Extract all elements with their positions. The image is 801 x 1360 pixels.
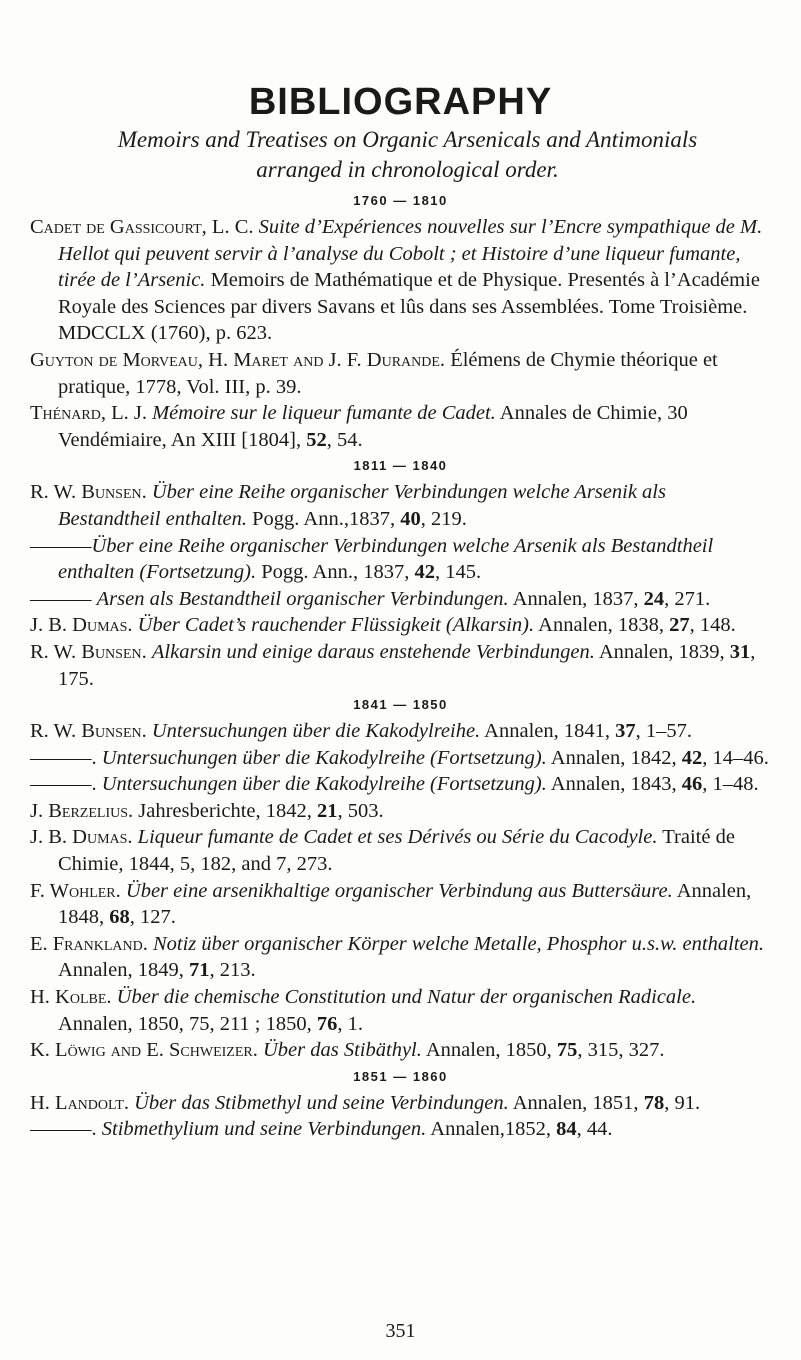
- entry-publication: Annalen, 1850,: [421, 1039, 557, 1062]
- entry-author: F. Wohler.: [30, 879, 126, 902]
- entry-author: R. W. Bunsen.: [30, 481, 152, 504]
- entry-title: Arsen als Bestandtheil organischer Verbindungen.: [96, 587, 509, 610]
- entry-publication: Annalen, 1843,: [546, 773, 682, 796]
- entry-title: Über eine arsenikhaltige organischer Verbindung aus Buttersäure.: [125, 879, 673, 902]
- entry-pages: , 315, 327.: [577, 1039, 665, 1062]
- entry-title: Mémoire sur le liqueur fumante de Cadet.: [152, 402, 496, 425]
- entry-volume: 84: [556, 1118, 577, 1141]
- period-heading: 1811 — 1840: [353, 458, 448, 474]
- entry-author: ———.: [30, 773, 102, 796]
- bibliography-entry: [30, 984, 770, 1037]
- entry-pages: , 219.: [420, 507, 467, 530]
- entry-title: Über das Stibäthyl.: [263, 1039, 422, 1062]
- entry-publication: Annalen, 1850, 75, 211 ; 1850,: [58, 1012, 317, 1035]
- entry-title: Suite d’Expériences nouvelles sur l’Encre sympathique de M. Hellot qui peuvent servir à l’analyse du Cobolt ; et Histoire d’une liqueur fumante, tirée de l’Arsenic.: [58, 216, 763, 292]
- entry-title: Stibmethylium und seine Verbindungen.: [101, 1118, 427, 1141]
- bibliography-entry: [30, 639, 770, 692]
- entry-pages: , 213.: [209, 959, 256, 982]
- entry-volume: 68: [109, 906, 130, 929]
- entry-pages: , 1.: [337, 1012, 364, 1035]
- entry-author: K. Löwig and E. Schweizer.: [30, 1039, 263, 1062]
- entry-author: ———: [30, 587, 97, 610]
- bibliography-list: [0, 188, 801, 1143]
- entry-title: Alkarsin und einige daraus enstehende Verbindungen.: [151, 640, 595, 663]
- entry-pages: , 1–57.: [635, 720, 693, 743]
- entry-publication: Annalen, 1851,: [508, 1091, 644, 1114]
- bibliography-entry: [30, 931, 770, 984]
- entry-volume: 21: [317, 799, 338, 822]
- entry-title: Über eine Reihe organischer Verbindungen welche Arsenik als Bestandtheil enthalten (Fortsetzung).: [58, 534, 714, 584]
- entry-publication: Annalen, 1837,: [508, 587, 644, 610]
- entry-publication: Annalen, 1839,: [594, 640, 730, 663]
- bibliography-entry: [30, 533, 770, 586]
- entry-pages: , 271.: [664, 587, 711, 610]
- entry-title: Über die chemische Constitution und Natur der organischen Radicale.: [116, 986, 697, 1009]
- entry-volume: 52: [306, 428, 327, 451]
- subtitle-line-2: arranged in chronological order.: [256, 157, 559, 182]
- entry-title: Untersuchungen über die Kakodylreihe (Fortsetzung).: [101, 773, 547, 796]
- entry-publication: Memoirs de Mathématique et de Physique. Presentés à l’Académie Royale des Sciences par divers Savans et lûs dans ses Assemblées. Tome Troisième. MDCCLX (1760), p. 623.: [58, 269, 760, 345]
- entry-pages: , 14–46.: [702, 746, 769, 769]
- entry-volume: 31: [729, 640, 751, 663]
- entry-title: Notiz über organischer Körper welche Metalle, Phosphor u.s.w. enthalten.: [152, 932, 764, 955]
- entry-publication: Annalen, 1842,: [546, 746, 682, 769]
- period-heading: 1841 — 1850: [353, 697, 448, 713]
- period-heading: 1851 — 1860: [353, 1068, 448, 1084]
- entry-title: Über eine Reihe organischer Verbindungen welche Arsenik als Bestandtheil enthalten.: [58, 481, 666, 530]
- entry-author: J. B. Dumas.: [30, 614, 138, 637]
- entry-publication: Annales de Chimie, 30 Vendémiaire, An XIII [1804],: [58, 402, 688, 451]
- entry-title: Untersuchungen über die Kakodylreihe (Fortsetzung).: [101, 746, 547, 769]
- bibliography-entry: [30, 586, 770, 613]
- subtitle-line-1: Memoirs and Treatises on Organic Arsenicals and Antimonials: [117, 127, 698, 152]
- entry-volume: 37: [615, 720, 636, 743]
- entry-volume: 42: [681, 746, 703, 769]
- entry-author: Cadet de Gassicourt, L. C.: [30, 216, 259, 238]
- bibliography-entry: [30, 479, 770, 532]
- entry-author: J. B. Dumas.: [30, 826, 138, 849]
- entry-volume: 40: [400, 507, 421, 530]
- bibliography-entry: [30, 1037, 770, 1064]
- entry-volume: 24: [643, 587, 665, 610]
- bibliography-entry: [30, 400, 770, 453]
- entry-title: Über das Stibmethyl und seine Verbindungen.: [134, 1091, 509, 1114]
- entry-publication: Annalen, 1849,: [58, 959, 189, 982]
- entry-volume: 46: [681, 773, 703, 796]
- entry-author: ———.: [30, 746, 102, 769]
- entry-pages: , 175.: [58, 640, 756, 690]
- entry-pages: , 91.: [664, 1091, 701, 1114]
- entry-pages: , 145.: [434, 561, 482, 584]
- bibliography-entry: [30, 1090, 770, 1117]
- page-heading: BIBLIOGRAPHY: [248, 81, 553, 123]
- entry-pages: , 127.: [129, 906, 176, 929]
- entry-publication: Pogg. Ann.,1837,: [247, 507, 401, 530]
- entry-publication: Annalen, 1841,: [480, 720, 616, 743]
- bibliography-entry: [30, 347, 770, 400]
- entry-pages: , 503.: [337, 799, 384, 822]
- bibliography-entry: [30, 745, 770, 772]
- entry-author: E. Frankland.: [30, 932, 153, 955]
- entry-pages: , 148.: [689, 614, 736, 637]
- period-heading: 1760 — 1810: [353, 193, 448, 208]
- entry-author: Thénard, L. J.: [30, 402, 153, 425]
- entry-title: Über Cadet’s rauchender Flüssigkeit (Alkarsin).: [137, 614, 535, 637]
- entry-author: R. W. Bunsen.: [30, 720, 152, 743]
- entry-title: Liqueur fumante de Cadet et ses Dérivés ou Série du Cacodyle.: [137, 826, 658, 849]
- bibliography-entry: [30, 771, 770, 798]
- entry-pages: , 1–48.: [702, 773, 759, 796]
- entry-publication: Annalen,1852,: [426, 1118, 557, 1141]
- entry-pages: , 44.: [576, 1118, 613, 1141]
- entry-publication: Jahresberichte, 1842,: [138, 799, 318, 822]
- entry-volume: 42: [414, 561, 435, 584]
- entry-volume: 27: [669, 614, 690, 637]
- entry-volume: 75: [556, 1039, 578, 1062]
- bibliography-entry: [30, 798, 770, 825]
- entry-volume: 78: [643, 1091, 665, 1114]
- entry-author: H. Kolbe.: [30, 986, 117, 1009]
- entry-publication: Élémens de Chymie théorique et pratique, 1778, Vol. III, p. 39.: [58, 348, 718, 398]
- entry-publication: Traité de Chimie, 1844, 5, 182, and 7, 273.: [58, 826, 735, 876]
- entry-volume: 71: [188, 959, 210, 982]
- entry-author: R. W. Bunsen.: [30, 640, 152, 663]
- entry-author: Guyton de Morveau, H. Maret and J. F. Durande.: [30, 348, 451, 371]
- entry-author: ———: [30, 534, 92, 557]
- entry-title: Untersuchungen über die Kakodylreihe.: [151, 720, 481, 743]
- page-subtitle: [40, 125, 775, 185]
- bibliography-entry: [30, 878, 770, 931]
- entry-author: J. Berzelius.: [30, 799, 139, 822]
- entry-author: H. Landolt.: [30, 1091, 135, 1114]
- entry-publication: Annalen, 1848,: [58, 879, 752, 929]
- bibliography-entry: [30, 612, 770, 639]
- bibliography-entry: [30, 824, 770, 877]
- entry-pages: , 54.: [326, 428, 363, 451]
- bibliography-entry: [30, 1116, 770, 1143]
- bibliography-entry: [30, 214, 770, 347]
- entry-publication: Annalen, 1838,: [534, 614, 670, 637]
- entry-publication: Pogg. Ann., 1837,: [256, 561, 415, 584]
- entry-volume: 76: [316, 1012, 338, 1035]
- bibliography-entry: [30, 718, 770, 745]
- page-number: 351: [385, 1320, 416, 1342]
- entry-author: ———.: [30, 1118, 102, 1141]
